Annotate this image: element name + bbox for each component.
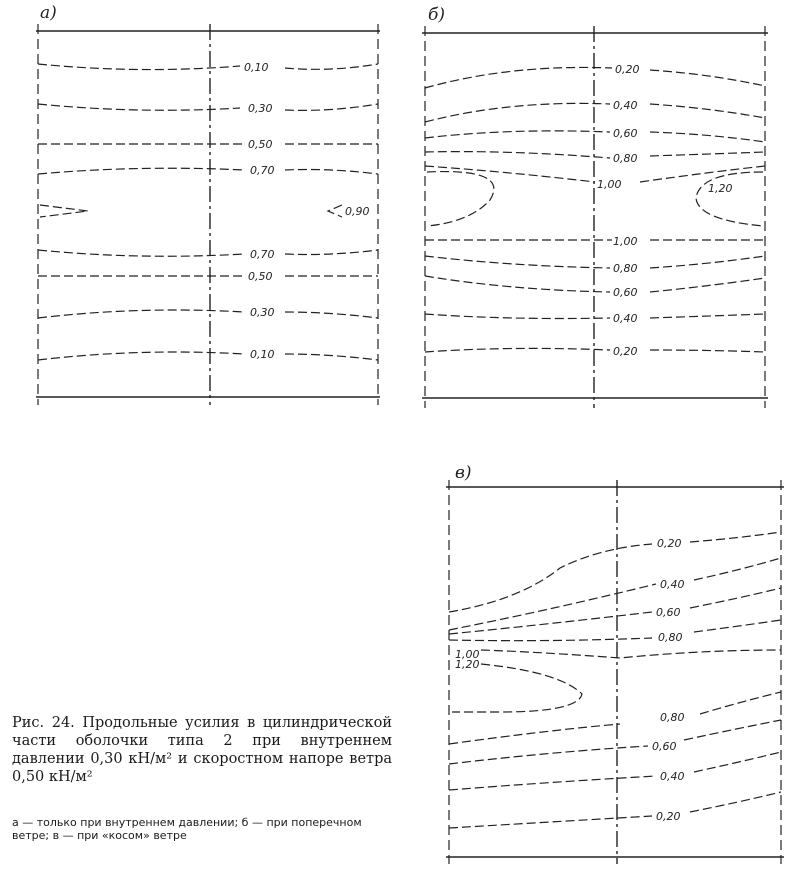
panel-c-contour <box>449 638 652 641</box>
panel-c-label: в) <box>455 463 472 483</box>
panel-a <box>36 3 380 405</box>
panel-c-contour <box>694 752 781 772</box>
panel-b-contour <box>640 166 765 182</box>
panel-a-contour-right-tip <box>328 205 342 217</box>
panel-a-contour <box>38 250 244 256</box>
panel-c-level-label: 0,40 <box>660 770 685 783</box>
panel-c-level-label: 0,40 <box>660 578 685 591</box>
panel-c-contour <box>481 650 781 658</box>
caption-legend: а — только при внутреннем давлении; б — при поперечном ветре; в — при «косом» ветре <box>12 816 362 842</box>
panel-b-contour <box>650 132 765 142</box>
panel-c-contour <box>449 776 656 790</box>
panel-c-level-label: 0,20 <box>657 537 682 550</box>
panel-c-level-label: 0,60 <box>656 606 681 619</box>
panel-b-contour <box>425 256 610 268</box>
panel-a-level-label: 0,50 <box>248 270 273 283</box>
panel-c-contour <box>449 746 648 764</box>
panel-a-contour <box>285 104 378 110</box>
panel-c-contour <box>449 612 652 634</box>
panel-a-contour <box>38 352 244 360</box>
panel-b-level-label: 0,60 <box>613 286 638 299</box>
panel-a-contour-left-tip <box>40 205 88 217</box>
panel-c-level-label: 0,20 <box>656 810 681 823</box>
panel-a-level-label: 0,70 <box>250 164 275 177</box>
panel-c-level-label: 0,60 <box>652 740 677 753</box>
panel-a-level-label: 0,30 <box>248 102 273 115</box>
panel-c-contour-lobe <box>452 664 582 712</box>
panel-c-contour <box>690 588 781 608</box>
panel-c-contour <box>700 692 781 714</box>
panel-b-level-label: 0,40 <box>613 99 638 112</box>
panel-a-contour <box>285 312 378 318</box>
panel-c-contour <box>690 532 781 542</box>
caption-title: Рис. 24. Продольные усилия в цилиндрической части оболочки типа 2 при внутреннем давлении 0,30 кН/м² и скоростном напоре ветра 0,50 кН/м² <box>12 715 392 785</box>
panel-c-level-label: 1,20 <box>455 658 480 671</box>
panel-c-contour <box>694 558 781 580</box>
panel-b-contour <box>650 350 765 352</box>
panel-a-contour <box>38 310 244 318</box>
panel-b-contour <box>425 348 610 352</box>
panel-a-label: а) <box>40 3 57 23</box>
panel-a-level-label: 0,10 <box>250 348 275 361</box>
panel-b-level-label: 1,20 <box>708 182 733 195</box>
panel-b-level-label: 0,20 <box>615 63 640 76</box>
panel-b <box>422 5 768 408</box>
figure-caption <box>12 714 392 786</box>
panel-c-contour <box>690 792 781 812</box>
panel-c-contour <box>684 720 781 740</box>
panel-b-level-label: 1,00 <box>613 235 638 248</box>
panel-c-level-label: 0,80 <box>660 711 685 724</box>
panel-b-contour <box>425 314 610 319</box>
panel-a-level-label: 0,10 <box>244 61 269 74</box>
panel-a-contour <box>285 250 378 255</box>
panel-b-label: б) <box>428 5 446 25</box>
panel-b-contour <box>425 166 595 182</box>
panel-b-contour <box>650 314 765 318</box>
panel-c-contour <box>449 816 652 828</box>
panel-b-contour <box>650 256 765 268</box>
panel-b-contour <box>425 276 610 292</box>
panel-c <box>446 463 784 864</box>
panel-a-level-label: 0,90 <box>345 205 370 218</box>
panel-b-contour <box>425 67 612 88</box>
panel-a-contour <box>285 354 378 360</box>
panel-b-contour-left-lobe <box>427 172 494 226</box>
panel-c-contour <box>449 724 620 744</box>
panel-b-contour-right-lobe <box>696 172 763 226</box>
panel-c-contour <box>449 544 652 612</box>
panel-b-contour <box>650 70 765 86</box>
panel-b-level-label: 0,40 <box>613 312 638 325</box>
panel-b-level-label: 1,00 <box>597 178 622 191</box>
panel-a-level-label: 0,70 <box>250 248 275 261</box>
panel-b-level-label: 0,20 <box>613 345 638 358</box>
panel-b-level-label: 0,80 <box>613 152 638 165</box>
panel-b-level-label: 0,80 <box>613 262 638 275</box>
panel-b-level-label: 0,60 <box>613 127 638 140</box>
panel-a-level-label: 0,30 <box>250 306 275 319</box>
panel-b-contour <box>425 152 610 158</box>
panel-b-contour <box>425 103 610 122</box>
panel-b-contour <box>650 152 765 156</box>
panel-a-contour <box>285 64 378 69</box>
panel-a-level-label: 0,50 <box>248 138 273 151</box>
panel-c-contour <box>694 620 781 632</box>
panel-b-contour <box>650 278 765 292</box>
panel-a-contour <box>285 170 378 175</box>
panel-a-contour <box>38 168 244 174</box>
panel-b-contour <box>425 131 610 138</box>
panel-c-level-label: 0,80 <box>658 631 683 644</box>
panel-b-contour <box>650 104 765 118</box>
panel-c-level-label: 1,00 <box>455 648 480 661</box>
